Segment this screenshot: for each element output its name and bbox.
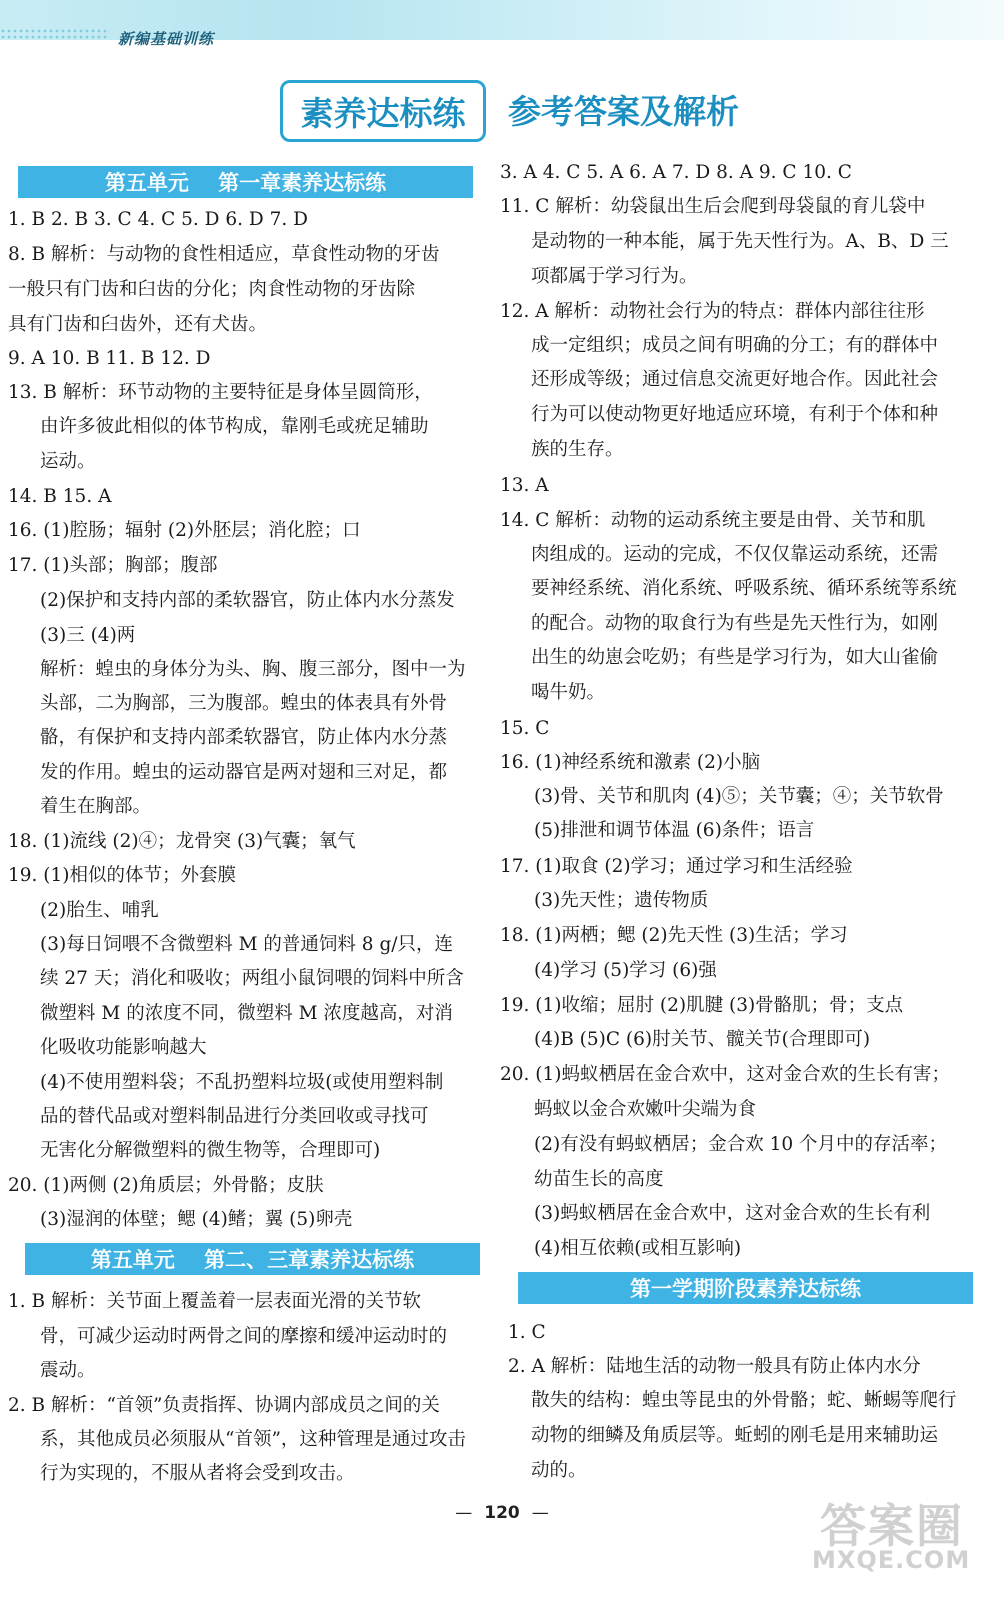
answer-line: (4)相互依赖(或相互影响) [534, 1238, 742, 1259]
answer-line: 19. (1)收缩；屈肘 (2)肌腱 (3)骨骼肌；骨；支点 [500, 995, 904, 1016]
answer-line: 散失的结构：蝗虫等昆虫的外骨骼；蛇、蜥蜴等爬行 [531, 1390, 957, 1411]
answer-line: 化吸收功能影响越大 [40, 1037, 207, 1058]
answer-line: 2. B 解析：“首领”负责指挥、协调内部成员之间的关 [8, 1395, 440, 1416]
answer-line: 品的替代品或对塑料制品进行分类回收或寻找可 [40, 1106, 429, 1127]
watermark-bottom: MXQE.COM [812, 1546, 971, 1574]
answer-line: 的配合。动物的取食行为有些是先天性行为，如刚 [531, 613, 939, 634]
answer-line: (3)每日饲喂不含微塑料 M 的普通饲料 8 g/只，连 [40, 934, 454, 955]
answer-line: 着生在胸部。 [40, 796, 152, 817]
answer-line: 骨，可减少运动时两骨之间的摩擦和缓冲运动时的 [40, 1326, 448, 1347]
answer-line: (3)蚂蚁栖居在金合欢中，这对金合欢的生长有利 [534, 1203, 931, 1224]
answer-line: 行为实现的，不服从者将会受到攻击。 [40, 1463, 355, 1484]
answer-line: 8. B 解析：与动物的食性相适应，草食性动物的牙齿 [8, 244, 440, 265]
answer-line: 9. A 10. B 11. B 12. D [8, 348, 211, 369]
answer-line: 行为可以使动物更好地适应环境，有利于个体和种 [531, 404, 939, 425]
brand-label: 新编基础训练 [118, 30, 215, 48]
answer-line: 16. (1)腔肠；辐射 (2)外胚层；消化腔；口 [8, 520, 361, 541]
answer-line: 出生的幼崽会吃奶；有些是学习行为，如大山雀偷 [531, 647, 939, 668]
answer-line: 11. C 解析：幼袋鼠出生后会爬到母袋鼠的育儿袋中 [500, 196, 926, 217]
answer-line: 12. A 解析：动物社会行为的特点：群体内部往往形 [500, 301, 925, 322]
answer-line: 系，其他成员必须服从“首领”，这种管理是通过攻击 [40, 1429, 466, 1450]
answer-line: 震动。 [40, 1360, 96, 1381]
answer-line: 是动物的一种本能，属于先天性行为。A、B、D 三 [531, 231, 949, 252]
answer-line: 17. (1)头部；胸部；腹部 [8, 555, 218, 576]
answer-line: (2)有没有蚂蚁栖居；金合欢 10 个月中的存活率； [534, 1134, 948, 1155]
answer-line: 发的作用。蝗虫的运动器官是两对翅和三对足，都 [40, 762, 448, 783]
answer-line: 蚂蚁以金合欢嫩叶尖端为食 [534, 1099, 757, 1120]
answer-line: 无害化分解微塑料的微生物等，合理即可) [40, 1140, 381, 1161]
header-dot-pattern [0, 28, 110, 40]
answer-line: 2. A 解析：陆地生活的动物一般具有防止体内水分 [508, 1356, 921, 1377]
answer-line: (4)B (5)C (6)肘关节、髋关节(合理即可) [534, 1029, 871, 1050]
answer-line: (2)胎生、哺乳 [40, 900, 159, 921]
answer-line: 13. A [500, 475, 549, 496]
answer-line: 17. (1)取食 (2)学习；通过学习和生活经验 [500, 856, 853, 877]
answer-line: 骼，有保护和支持内部柔软器官，防止体内水分蒸 [40, 727, 448, 748]
answer-line: 14. C 解析：动物的运动系统主要是由骨、关节和肌 [500, 510, 926, 531]
answer-line: 1. B 2. B 3. C 4. C 5. D 6. D 7. D [8, 209, 309, 230]
watermark-top: 答案圈 [820, 1499, 964, 1553]
answer-line: (3)湿润的体壁；鳃 (4)鳍；翼 (5)卵壳 [40, 1209, 353, 1230]
answer-line: 具有门齿和臼齿外，还有犬齿。 [8, 314, 268, 335]
page-title-boxed: 素养达标练 [280, 80, 486, 142]
answer-line: (4)不使用塑料袋；不乱扔塑料垃圾(或使用塑料制 [40, 1072, 444, 1093]
answer-line: (2)保护和支持内部的柔软器官，防止体内水分蒸发 [40, 590, 455, 611]
answer-line: 还形成等级；通过信息交流更好地合作。因此社会 [531, 369, 939, 390]
answer-line: (3)三 (4)两 [40, 625, 136, 646]
answer-line: (3)先天性；遗传物质 [534, 890, 709, 911]
answer-line: 18. (1)流线 (2)④；龙骨突 (3)气囊；氧气 [8, 831, 356, 852]
answer-line: 19. (1)相似的体节；外套膜 [8, 865, 237, 886]
answer-line: 18. (1)两栖；鳃 (2)先天性 (3)生活；学习 [500, 925, 848, 946]
answer-line: 一般只有门齿和臼齿的分化；肉食性动物的牙齿除 [8, 279, 416, 300]
answer-line: 14. B 15. A [8, 486, 112, 507]
answer-line: 头部，二为胸部，三为腹部。蝗虫的体表具有外骨 [40, 693, 448, 714]
answer-line: (5)排泄和调节体温 (6)条件；语言 [534, 820, 815, 841]
answer-line: 由许多彼此相似的体节构成，靠刚毛或疣足辅助 [40, 416, 429, 437]
answer-line: 动物的细鳞及角质层等。蚯蚓的刚毛是用来辅助运 [531, 1425, 939, 1446]
page-footer: — 120 — [455, 1503, 549, 1523]
answer-line: 要神经系统、消化系统、呼吸系统、循环系统等系统 [531, 578, 957, 599]
page-number: 120 [484, 1503, 520, 1523]
answer-line: 族的生存。 [531, 439, 624, 460]
answer-line: 20. (1)蚂蚁栖居在金合欢中，这对金合欢的生长有害； [500, 1064, 951, 1085]
answer-line: 肉组成的。运动的完成，不仅仅靠运动系统，还需 [531, 544, 939, 565]
header-bar [0, 0, 1004, 48]
answer-line: 15. C [500, 718, 550, 739]
answer-line: (4)学习 (5)学习 (6)强 [534, 960, 717, 981]
answer-line: 3. A 4. C 5. A 6. A 7. D 8. A 9. C 10. C [500, 162, 852, 183]
answer-line: 1. B 解析：关节面上覆盖着一层表面光滑的关节软 [8, 1291, 422, 1312]
answer-line: 运动。 [40, 451, 96, 472]
answer-line: 13. B 解析：环节动物的主要特征是身体呈圆筒形， [8, 382, 433, 403]
answer-line: 16. (1)神经系统和激素 (2)小脑 [500, 752, 761, 773]
answer-line: 解析：蝗虫的身体分为头、胸、腹三部分，图中一为 [40, 659, 466, 680]
page-title: 参考答案及解析 [508, 92, 739, 131]
watermark-logo [812, 1490, 982, 1586]
answer-line: 续 27 天；消化和吸收；两组小鼠饲喂的饲料中所含 [40, 968, 464, 989]
answer-line: 动的。 [531, 1460, 587, 1481]
answer-line: (3)骨、关节和肌肉 (4)⑤；关节囊；④；关节软骨 [534, 786, 944, 807]
answer-line: 微塑料 M 的浓度不同，微塑料 M 浓度越高，对消 [40, 1003, 453, 1024]
section-band-unit5-ch2-3: 第五单元 第二、三章素养达标练 [25, 1243, 480, 1275]
answer-line: 成一定组织；成员之间有明确的分工；有的群体中 [531, 335, 939, 356]
section-band-first-semester: 第一学期阶段素养达标练 [518, 1272, 973, 1304]
section-band-unit5-ch1: 第五单元 第一章素养达标练 [18, 166, 473, 198]
answer-line: 项都属于学习行为。 [531, 266, 698, 287]
answer-line: 喝牛奶。 [531, 682, 606, 703]
answer-line: 幼苗生长的高度 [534, 1169, 664, 1190]
answer-line: 20. (1)两侧 (2)角质层；外骨骼；皮肤 [8, 1175, 324, 1196]
answer-line: 1. C [508, 1322, 546, 1343]
